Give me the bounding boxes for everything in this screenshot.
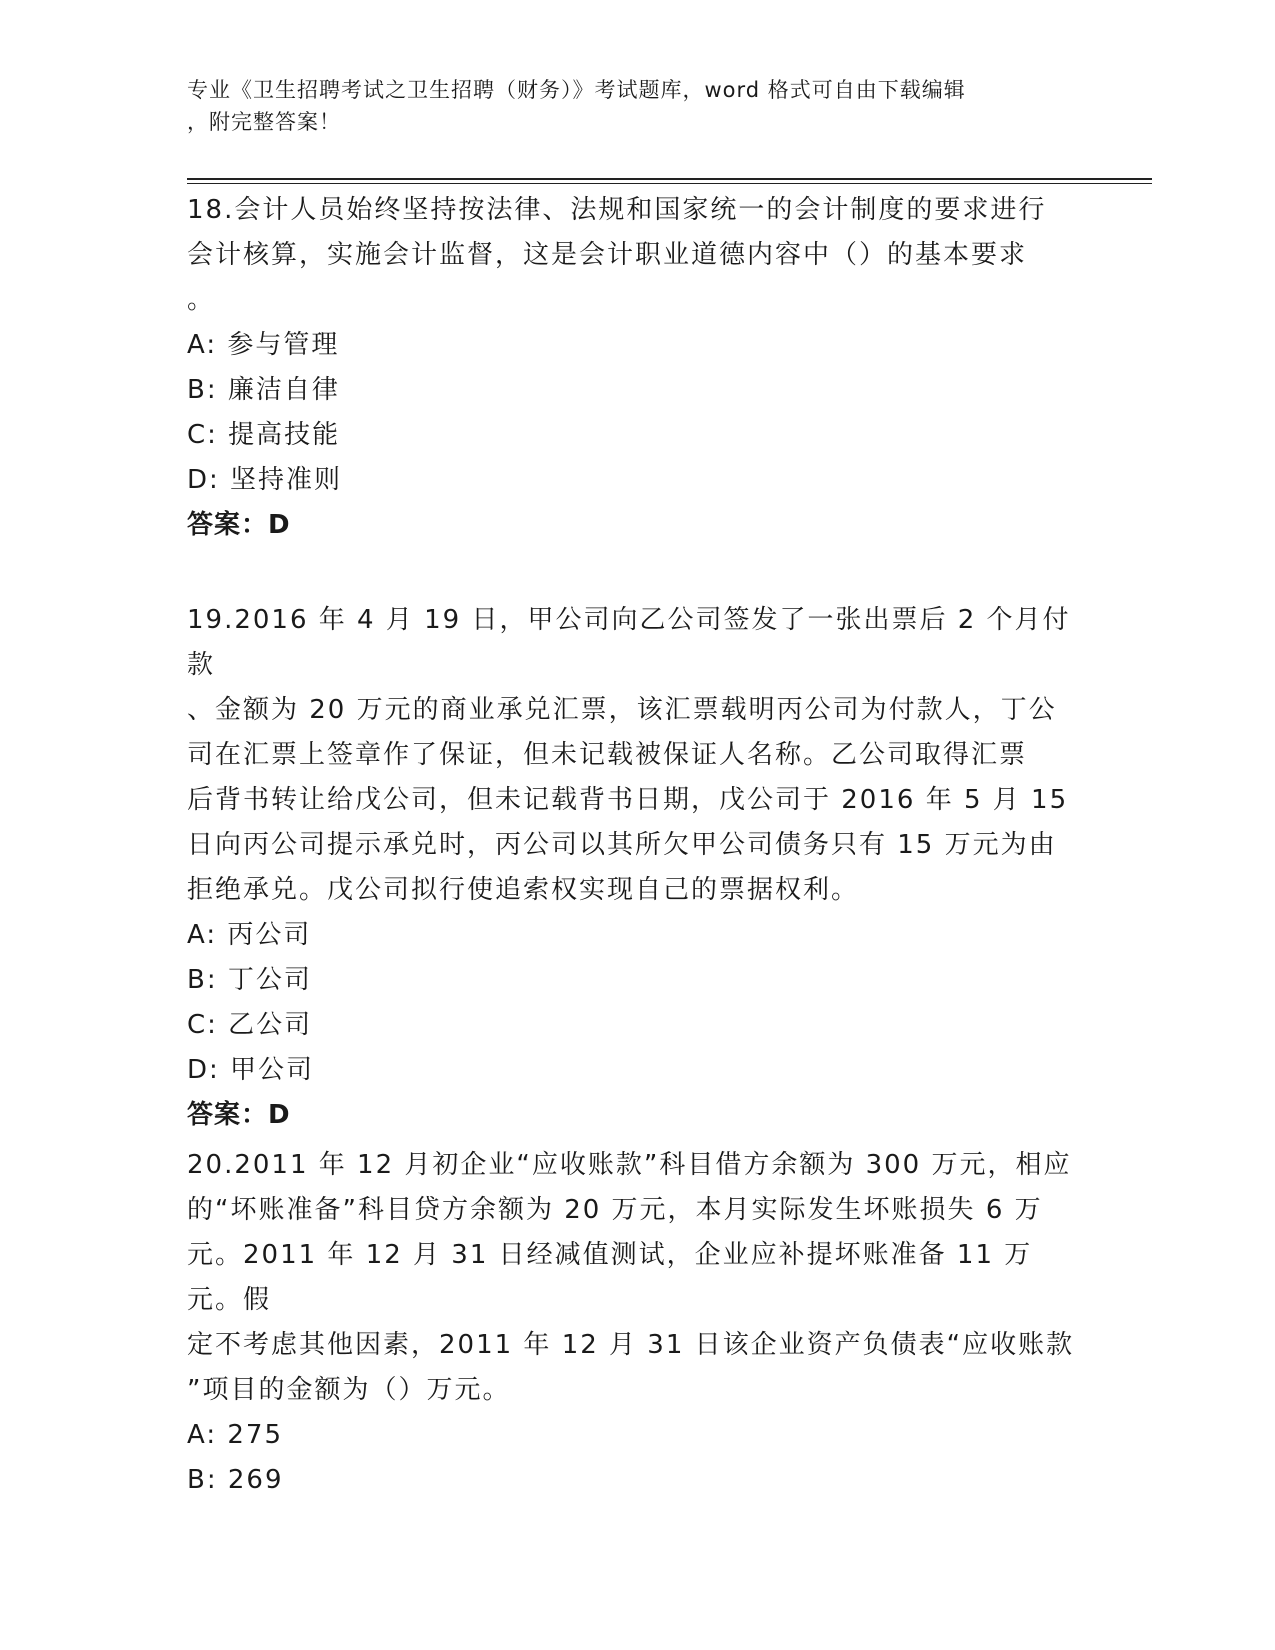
- option-a: A: 275: [187, 1420, 283, 1450]
- question-text-line: 18.会计人员始终坚持按法律、法规和国家统一的会计制度的要求进行: [187, 195, 1047, 225]
- question-text-line: 的“坏账准备”科目贷方余额为 20 万元，本月实际发生坏账损失 6 万: [187, 1195, 1043, 1225]
- header-line-1: 专业《卫生招聘考试之卫生招聘（财务）》考试题库，word 格式可自由下载编辑: [187, 78, 966, 102]
- option-b: B: 269: [187, 1465, 284, 1495]
- question-text-line: 元。2011 年 12 月 31 日经减值测试，企业应补提坏账准备 11 万元。假: [187, 1240, 1033, 1315]
- question-text-line: 、金额为 20 万元的商业承兑汇票，该汇票载明丙公司为付款人，丁公: [187, 695, 1057, 725]
- option-b: B: 丁公司: [187, 965, 312, 995]
- option-c: C: 乙公司: [187, 1010, 313, 1040]
- option-d: D: 甲公司: [187, 1055, 315, 1085]
- question-text-line: ”项目的金额为（）万元。: [187, 1375, 511, 1405]
- question-text-line: 会计核算，实施会计监督，这是会计职业道德内容中（）的基本要求: [187, 240, 1028, 270]
- header-divider-thin: [187, 183, 1152, 184]
- option-c: C: 提高技能: [187, 420, 341, 450]
- option-a: A: 丙公司: [187, 920, 312, 950]
- question-19: [187, 598, 1087, 1138]
- header-line-2: ，附完整答案！: [187, 110, 341, 134]
- page-header: [187, 74, 1067, 138]
- question-text-line: 19.2016 年 4 月 19 日，甲公司向乙公司签发了一张出票后 2 个月付款: [187, 605, 1071, 680]
- option-b: B: 廉洁自律: [187, 375, 340, 405]
- question-text-line: 拒绝承兑。戊公司拟行使追索权实现自己的票据权利。: [187, 875, 860, 905]
- question-20: [187, 1143, 1087, 1503]
- option-d: D: 坚持准则: [187, 465, 343, 495]
- question-text-line: 20.2011 年 12 月初企业“应收账款”科目借方余额为 300 万元，相应: [187, 1150, 1072, 1180]
- answer: 答案：D: [187, 1100, 291, 1130]
- question-18: [187, 188, 1087, 548]
- header-divider-thick: [187, 178, 1152, 180]
- option-a: A: 参与管理: [187, 330, 340, 360]
- question-text-line: 司在汇票上签章作了保证，但未记载被保证人名称。乙公司取得汇票: [187, 740, 1028, 770]
- question-text-line: 。: [187, 285, 216, 315]
- question-text-line: 后背书转让给戊公司，但未记载背书日期，戊公司于 2016 年 5 月 15: [187, 785, 1069, 815]
- question-text-line: 日向丙公司提示承兑时，丙公司以其所欠甲公司债务只有 15 万元为由: [187, 830, 1057, 860]
- question-text-line: 定不考虑其他因素，2011 年 12 月 31 日该企业资产负债表“应收账款: [187, 1330, 1075, 1360]
- answer: 答案：D: [187, 510, 291, 540]
